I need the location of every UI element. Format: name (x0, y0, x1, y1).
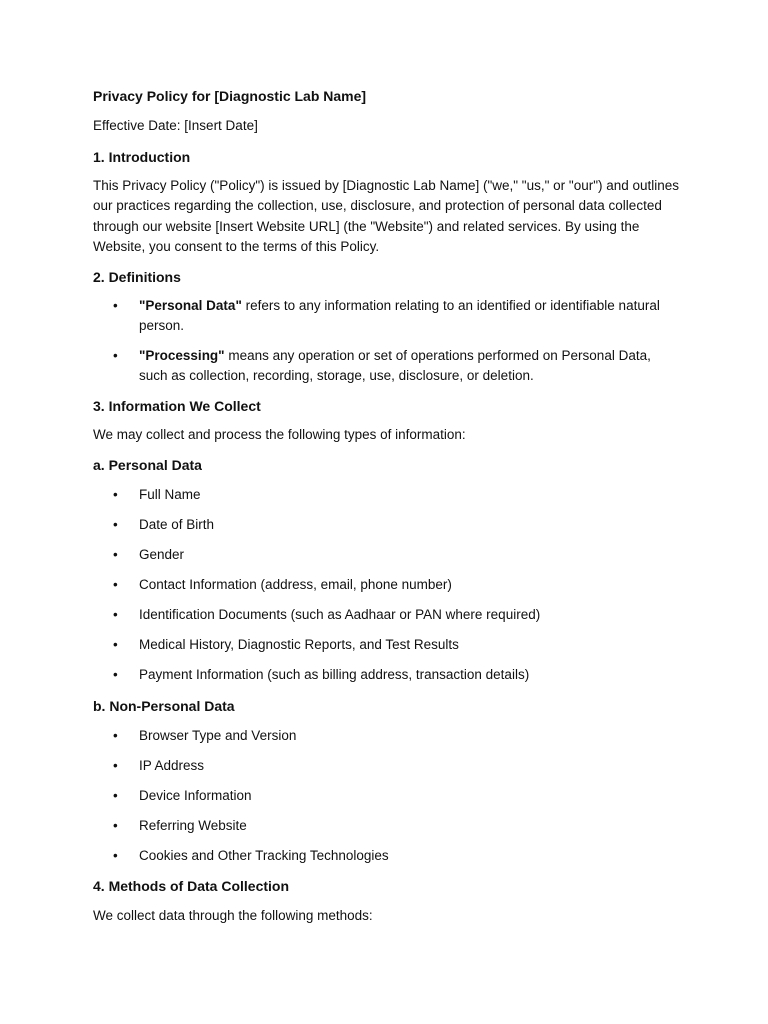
document-body (93, 86, 683, 927)
definitions-list (93, 296, 683, 387)
bullet: • (113, 347, 118, 363)
methods-intro: We collect data through the following methods: (93, 908, 373, 923)
bullet: • (113, 847, 118, 863)
list-item: • Medical History, Diagnostic Reports, and Test Results (93, 635, 683, 656)
bullet: • (113, 607, 118, 622)
definition-term: "Processing" (139, 347, 225, 363)
bullet: • (113, 757, 118, 773)
subsection-heading-non-personal-data: b. Non-Personal Data (93, 697, 235, 714)
bullet: • (113, 787, 118, 803)
bullet: • (113, 297, 118, 313)
effective-date: Effective Date: [Insert Date] (93, 118, 258, 133)
list-item: • Full Name (93, 485, 683, 506)
list-item: • IP Address (93, 756, 683, 777)
bullet: • (113, 637, 118, 652)
bullet: • (113, 727, 118, 743)
list-item: • Contact Information (address, email, phone number) (93, 575, 683, 596)
information-intro: We may collect and process the following types of information: (93, 426, 466, 442)
non-personal-data-list (93, 726, 683, 867)
list-item: • Date of Birth (93, 515, 683, 536)
bullet: • (113, 577, 118, 592)
bullet: • (113, 547, 118, 562)
section-heading-introduction: 1. Introduction (93, 148, 191, 165)
document-title: Privacy Policy for [Diagnostic Lab Name] (93, 88, 367, 104)
section-heading-information-we-collect: 3. Information We Collect (93, 397, 261, 414)
list-item (93, 346, 683, 387)
list-item: • Payment Information (such as billing address, transaction details) (93, 665, 683, 686)
section-heading-definitions: 2. Definitions (93, 268, 181, 285)
definition-text: refers to any information relating to an identified or identifiable natural person. (139, 297, 660, 333)
bullet: • (113, 517, 118, 532)
list-item: • Browser Type and Version (93, 726, 683, 747)
bullet: • (113, 487, 118, 502)
list-item (93, 296, 683, 337)
bullet: • (113, 667, 118, 682)
list-item: • Cookies and Other Tracking Technologies (93, 846, 683, 867)
personal-data-list (93, 485, 683, 686)
list-item: • Gender (93, 545, 683, 566)
definition-text: means any operation or set of operations performed on Personal Data, such as collection, recording, storage, use, disclosure, or deletion. (139, 347, 651, 383)
section-heading-methods-of-data-collection: 4. Methods of Data Collection (93, 878, 290, 894)
subsection-heading-personal-data: a. Personal Data (93, 457, 202, 473)
list-item: • Identification Documents (such as Aadhaar or PAN where required) (93, 605, 683, 626)
bullet: • (113, 817, 118, 833)
introduction-paragraph: This Privacy Policy ("Policy") is issued by [Diagnostic Lab Name] ("we," "us," or "our") and outlines our practices regarding the collection, use, disclosure, and protection of personal data collected through our website [Insert Website URL] (the "Website") and related services. By using the Website, you consent to the terms of this Policy. (93, 177, 680, 254)
list-item: • Device Information (93, 786, 683, 807)
list-item: • Referring Website (93, 816, 683, 837)
definition-term: "Personal Data" (139, 297, 242, 313)
